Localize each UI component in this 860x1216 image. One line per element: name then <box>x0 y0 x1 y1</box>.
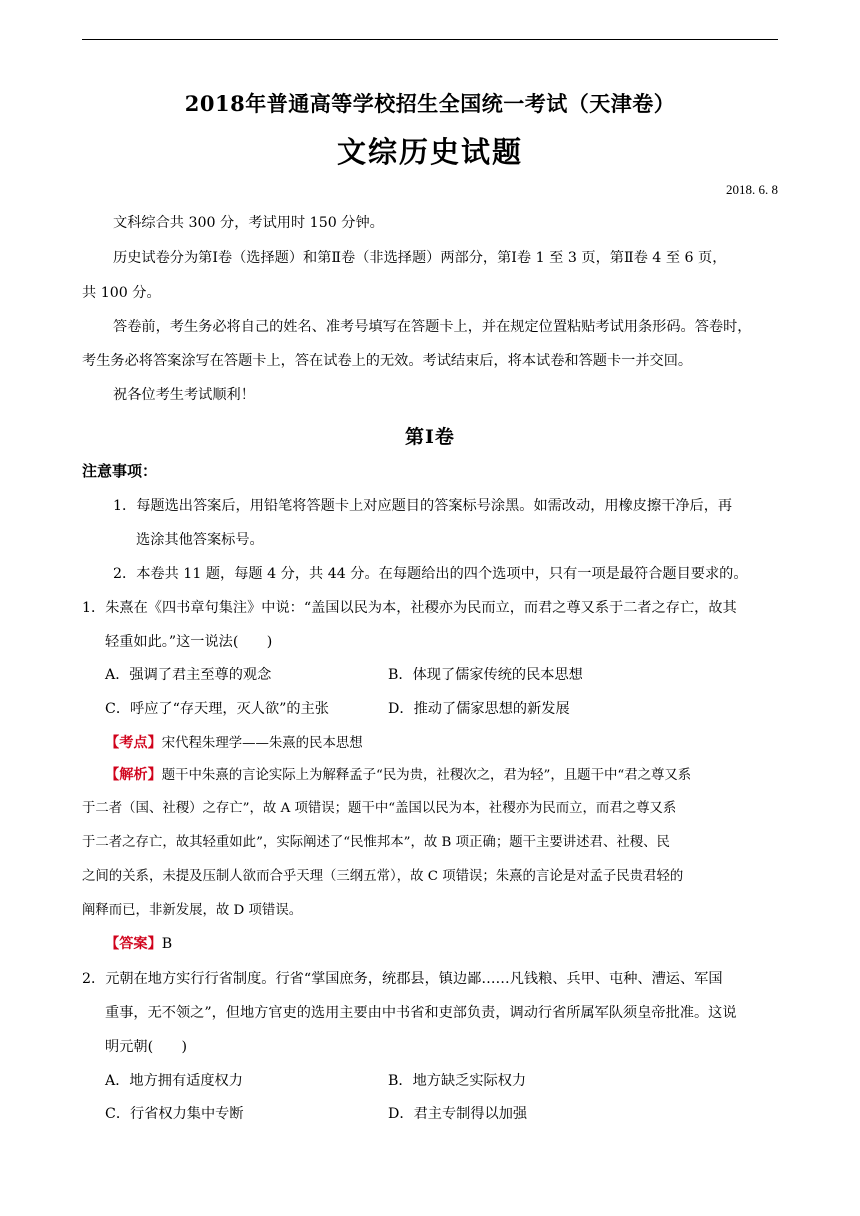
answer-tag: 【答案】 <box>105 936 162 952</box>
question-1-analysis-line-3: 于二者之存亡，故其轻重如此”，实际阐述了“民惟邦本”，故 B 项正确；题干主要讲述君、社稷、民 <box>82 835 670 850</box>
exam-title: 2018年普通高等学校招生全国统一考试（天津卷） <box>184 91 676 116</box>
answer-text: B <box>161 936 173 952</box>
header-rule <box>82 39 778 40</box>
intro-blessing-line: 祝各位考生考试顺利！ <box>113 387 255 403</box>
analysis-tag: 【解析】 <box>105 767 162 783</box>
intro-structure-line-cont: 共 100 分。 <box>82 285 161 301</box>
question-1-analysis-line-2: 于二者（国、社稷）之存亡”，故 A 项错误；题干中“盖国以民为本，社稷亦为民而立，而君之尊又系 <box>82 801 677 816</box>
question-1-option-a: A．强调了君主至尊的观念 <box>105 667 272 683</box>
analysis-text-1: 题干中朱熹的言论实际上为解释孟子“民为贵，社稷次之，君为轻”，且题干中“君之尊又系 <box>161 768 692 783</box>
question-2-option-d: D．君主专制得以加强 <box>388 1106 528 1122</box>
notice-item-1-cont: 选涂其他答案标号。 <box>136 532 264 548</box>
question-1-analysis-line-1 <box>105 765 691 786</box>
question-2-stem: 2．元朝在地方实行行省制度。行省“掌国庶务，统郡县，镇边鄙……凡钱粮、兵甲、屯种、漕运、军国 <box>82 971 723 987</box>
exam-date: 2018. 6. 8 <box>726 182 778 197</box>
question-1-point <box>105 733 363 754</box>
question-1-stem-cont: 轻重如此。”这一说法( ) <box>105 634 273 650</box>
section-title: 第Ⅰ卷 <box>405 426 455 448</box>
question-1-stem: 1．朱熹在《四书章句集注》中说：“盖国以民为本，社稷亦为民而立，而君之尊又系于二者之存亡，故其 <box>82 600 737 616</box>
question-1-analysis-line-5: 阐释而已，非新发展，故 D 项错误。 <box>82 903 303 918</box>
question-2-stem-cont-1: 重事，无不领之”，但地方官吏的选用主要由中书省和吏部负责，调动行省所属军队须皇帝批准。这说 <box>105 1005 737 1021</box>
question-2-option-a: A．地方拥有适度权力 <box>105 1073 243 1089</box>
point-text: 宋代程朱理学——朱熹的民本思想 <box>161 736 363 751</box>
intro-structure-line: 历史试卷分为第Ⅰ卷（选择题）和第Ⅱ卷（非选择题）两部分，第Ⅰ卷 1 至 3 页，第Ⅱ卷 4 至 6 页， <box>113 250 727 266</box>
question-1-option-c: C．呼应了“存天理，灭人欲”的主张 <box>105 701 329 717</box>
intro-score-line: 文科综合共 300 分，考试用时 150 分钟。 <box>113 215 384 231</box>
point-tag: 【考点】 <box>105 735 162 751</box>
intro-instruction-line: 答卷前，考生务必将自己的姓名、准考号填写在答题卡上，并在规定位置粘贴考试用条形码。答卷时， <box>113 319 752 335</box>
question-1-answer <box>105 934 172 954</box>
exam-subject-title: 文综历史试题 <box>336 135 523 169</box>
intro-instruction-line-cont: 考生务必将答案涂写在答题卡上，答在试卷上的无效。考试结束后，将本试卷和答题卡一并交回。 <box>82 353 693 369</box>
question-2-option-c: C．行省权力集中专断 <box>105 1106 244 1122</box>
question-1-option-d: D．推动了儒家思想的新发展 <box>388 701 570 717</box>
question-2-stem-cont-2: 明元朝( ) <box>105 1039 188 1055</box>
notice-item-1: 1．每题选出答案后，用铅笔将答题卡上对应题目的答案标号涂黑。如需改动，用橡皮擦干净后，再 <box>113 498 733 514</box>
question-2-option-b: B．地方缺乏实际权力 <box>388 1073 527 1089</box>
question-1-option-b: B．体现了儒家传统的民本思想 <box>388 667 583 683</box>
notice-item-2: 2．本卷共 11 题，每题 4 分，共 44 分。在每题给出的四个选项中，只有一项是最符合题目要求的。 <box>113 566 748 582</box>
question-1-analysis-line-4: 之间的关系，未提及压制人欲而合乎天理（三纲五常），故 C 项错误；朱熹的言论是对孟子民贵君轻的 <box>82 869 684 884</box>
notice-heading: 注意事项： <box>82 462 158 480</box>
